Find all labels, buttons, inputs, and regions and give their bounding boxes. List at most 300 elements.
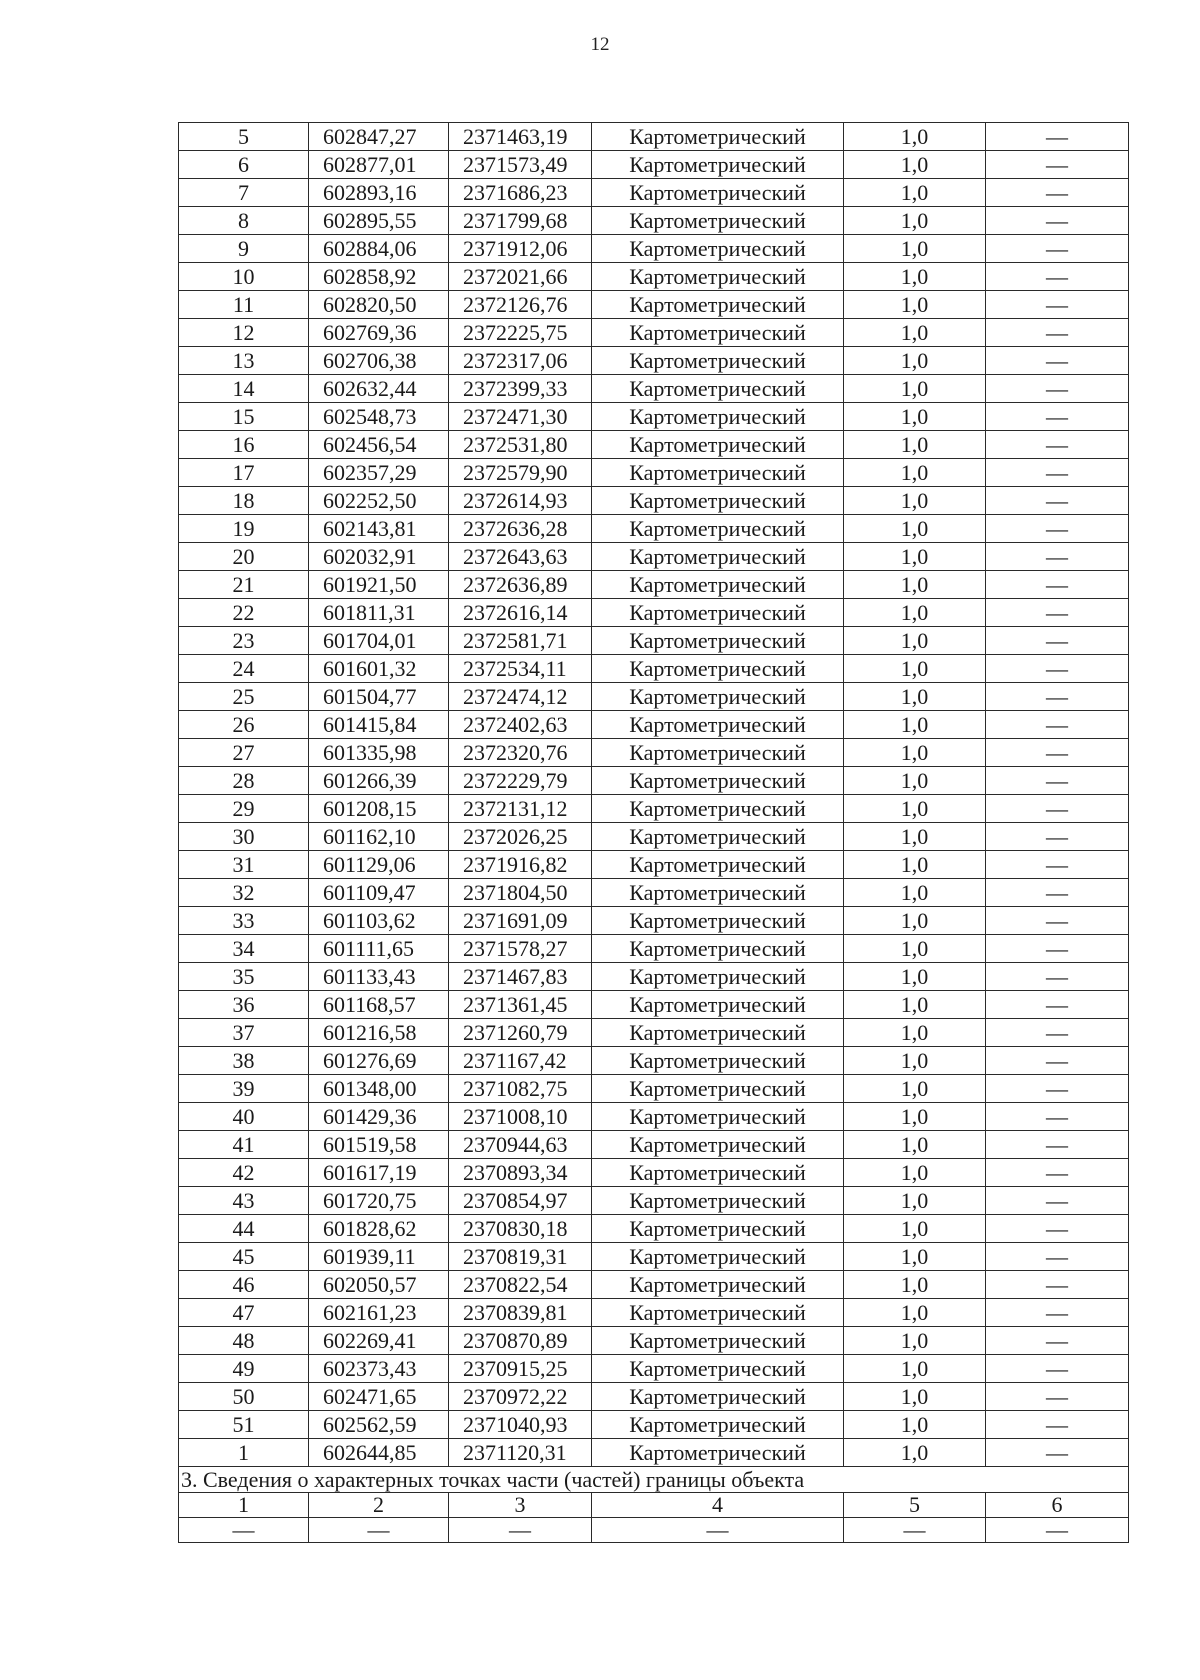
x-coordinate-cell: 602373,43 [309, 1355, 449, 1383]
point-number-cell: 31 [179, 851, 309, 879]
point-number-cell: 9 [179, 235, 309, 263]
x-coordinate-cell: 602877,01 [309, 151, 449, 179]
description-cell: — [986, 179, 1129, 207]
y-coordinate-cell: 2372126,76 [449, 291, 592, 319]
table-row [179, 179, 1129, 207]
description-cell: — [986, 515, 1129, 543]
method-cell: Картометрический [592, 179, 844, 207]
point-number-cell: 33 [179, 907, 309, 935]
method-cell: Картометрический [592, 543, 844, 571]
method-cell: Картометрический [592, 403, 844, 431]
accuracy-cell: 1,0 [844, 1383, 986, 1411]
table-row [179, 627, 1129, 655]
x-coordinate-cell: 602548,73 [309, 403, 449, 431]
y-coordinate-cell: 2371573,49 [449, 151, 592, 179]
method-cell: Картометрический [592, 1411, 844, 1439]
table-row [179, 1047, 1129, 1075]
method-cell: Картометрический [592, 1075, 844, 1103]
y-coordinate-cell: 2371467,83 [449, 963, 592, 991]
y-coordinate-cell: 2370830,18 [449, 1215, 592, 1243]
x-coordinate-cell: 601415,84 [309, 711, 449, 739]
method-cell: Картометрический [592, 963, 844, 991]
x-coordinate-cell: 601828,62 [309, 1215, 449, 1243]
section-3-empty-row [179, 1518, 1129, 1543]
accuracy-cell: 1,0 [844, 767, 986, 795]
description-cell: — [986, 319, 1129, 347]
section-3-title-row [179, 1467, 1129, 1493]
point-number-cell: 37 [179, 1019, 309, 1047]
description-cell: — [986, 235, 1129, 263]
empty-cell: — [592, 1518, 844, 1543]
method-cell: Картометрический [592, 235, 844, 263]
point-number-cell: 16 [179, 431, 309, 459]
table-row [179, 1019, 1129, 1047]
point-number-cell: 24 [179, 655, 309, 683]
method-cell: Картометрический [592, 1159, 844, 1187]
method-cell: Картометрический [592, 123, 844, 151]
table-row [179, 347, 1129, 375]
method-cell: Картометрический [592, 1439, 844, 1467]
description-cell: — [986, 627, 1129, 655]
method-cell: Картометрический [592, 319, 844, 347]
table-row [179, 935, 1129, 963]
y-coordinate-cell: 2371691,09 [449, 907, 592, 935]
table-row [179, 851, 1129, 879]
accuracy-cell: 1,0 [844, 711, 986, 739]
y-coordinate-cell: 2372317,06 [449, 347, 592, 375]
y-coordinate-cell: 2370854,97 [449, 1187, 592, 1215]
header-cell: 1 [179, 1493, 309, 1518]
table-row [179, 1327, 1129, 1355]
point-number-cell: 48 [179, 1327, 309, 1355]
description-cell: — [986, 543, 1129, 571]
description-cell: — [986, 1355, 1129, 1383]
y-coordinate-cell: 2372474,12 [449, 683, 592, 711]
accuracy-cell: 1,0 [844, 207, 986, 235]
coordinates-table-body [179, 123, 1129, 1467]
description-cell: — [986, 151, 1129, 179]
table-row [179, 1299, 1129, 1327]
table-row [179, 571, 1129, 599]
method-cell: Картометрический [592, 1355, 844, 1383]
method-cell: Картометрический [592, 1383, 844, 1411]
x-coordinate-cell: 602632,44 [309, 375, 449, 403]
point-number-cell: 10 [179, 263, 309, 291]
y-coordinate-cell: 2370944,63 [449, 1131, 592, 1159]
empty-cell: — [986, 1518, 1129, 1543]
x-coordinate-cell: 602032,91 [309, 543, 449, 571]
empty-cell: — [309, 1518, 449, 1543]
method-cell: Картометрический [592, 1019, 844, 1047]
accuracy-cell: 1,0 [844, 655, 986, 683]
table-row [179, 1131, 1129, 1159]
table-row [179, 319, 1129, 347]
description-cell: — [986, 263, 1129, 291]
description-cell: — [986, 1215, 1129, 1243]
method-cell: Картометрический [592, 1131, 844, 1159]
accuracy-cell: 1,0 [844, 1439, 986, 1467]
accuracy-cell: 1,0 [844, 347, 986, 375]
description-cell: — [986, 1187, 1129, 1215]
method-cell: Картометрический [592, 263, 844, 291]
accuracy-cell: 1,0 [844, 1327, 986, 1355]
x-coordinate-cell: 601133,43 [309, 963, 449, 991]
y-coordinate-cell: 2371799,68 [449, 207, 592, 235]
description-cell: — [986, 1103, 1129, 1131]
table-row [179, 879, 1129, 907]
table-row [179, 543, 1129, 571]
point-number-cell: 25 [179, 683, 309, 711]
method-cell: Картометрический [592, 683, 844, 711]
y-coordinate-cell: 2372021,66 [449, 263, 592, 291]
y-coordinate-cell: 2370839,81 [449, 1299, 592, 1327]
y-coordinate-cell: 2370819,31 [449, 1243, 592, 1271]
description-cell: — [986, 739, 1129, 767]
method-cell: Картометрический [592, 515, 844, 543]
table-row [179, 235, 1129, 263]
method-cell: Картометрический [592, 431, 844, 459]
description-cell: — [986, 431, 1129, 459]
table-row [179, 823, 1129, 851]
description-cell: — [986, 1019, 1129, 1047]
section-3-header-row [179, 1493, 1129, 1518]
header-cell: 3 [449, 1493, 592, 1518]
x-coordinate-cell: 601704,01 [309, 627, 449, 655]
table-row [179, 655, 1129, 683]
y-coordinate-cell: 2372402,63 [449, 711, 592, 739]
accuracy-cell: 1,0 [844, 123, 986, 151]
point-number-cell: 19 [179, 515, 309, 543]
point-number-cell: 50 [179, 1383, 309, 1411]
accuracy-cell: 1,0 [844, 1047, 986, 1075]
method-cell: Картометрический [592, 599, 844, 627]
point-number-cell: 38 [179, 1047, 309, 1075]
y-coordinate-cell: 2372643,63 [449, 543, 592, 571]
x-coordinate-cell: 602884,06 [309, 235, 449, 263]
point-number-cell: 35 [179, 963, 309, 991]
accuracy-cell: 1,0 [844, 291, 986, 319]
x-coordinate-cell: 601939,11 [309, 1243, 449, 1271]
description-cell: — [986, 991, 1129, 1019]
y-coordinate-cell: 2370822,54 [449, 1271, 592, 1299]
description-cell: — [986, 1411, 1129, 1439]
table-row [179, 1075, 1129, 1103]
accuracy-cell: 1,0 [844, 627, 986, 655]
y-coordinate-cell: 2371260,79 [449, 1019, 592, 1047]
y-coordinate-cell: 2372225,75 [449, 319, 592, 347]
description-cell: — [986, 879, 1129, 907]
description-cell: — [986, 403, 1129, 431]
description-cell: — [986, 711, 1129, 739]
method-cell: Картометрический [592, 851, 844, 879]
x-coordinate-cell: 601208,15 [309, 795, 449, 823]
x-coordinate-cell: 601617,19 [309, 1159, 449, 1187]
accuracy-cell: 1,0 [844, 1299, 986, 1327]
header-cell: 6 [986, 1493, 1129, 1518]
y-coordinate-cell: 2371082,75 [449, 1075, 592, 1103]
table-row [179, 459, 1129, 487]
header-cell: 4 [592, 1493, 844, 1518]
point-number-cell: 15 [179, 403, 309, 431]
point-number-cell: 46 [179, 1271, 309, 1299]
description-cell: — [986, 291, 1129, 319]
method-cell: Картометрический [592, 571, 844, 599]
x-coordinate-cell: 601811,31 [309, 599, 449, 627]
method-cell: Картометрический [592, 291, 844, 319]
x-coordinate-cell: 602161,23 [309, 1299, 449, 1327]
table-row [179, 1439, 1129, 1467]
x-coordinate-cell: 602893,16 [309, 179, 449, 207]
accuracy-cell: 1,0 [844, 571, 986, 599]
x-coordinate-cell: 602269,41 [309, 1327, 449, 1355]
x-coordinate-cell: 601266,39 [309, 767, 449, 795]
description-cell: — [986, 795, 1129, 823]
description-cell: — [986, 1075, 1129, 1103]
point-number-cell: 32 [179, 879, 309, 907]
accuracy-cell: 1,0 [844, 795, 986, 823]
accuracy-cell: 1,0 [844, 263, 986, 291]
x-coordinate-cell: 601216,58 [309, 1019, 449, 1047]
method-cell: Картометрический [592, 1243, 844, 1271]
accuracy-cell: 1,0 [844, 375, 986, 403]
table-row [179, 739, 1129, 767]
point-number-cell: 13 [179, 347, 309, 375]
x-coordinate-cell: 601601,32 [309, 655, 449, 683]
coordinates-table [178, 122, 1129, 1543]
accuracy-cell: 1,0 [844, 599, 986, 627]
point-number-cell: 14 [179, 375, 309, 403]
description-cell: — [986, 1327, 1129, 1355]
accuracy-cell: 1,0 [844, 1411, 986, 1439]
method-cell: Картометрический [592, 207, 844, 235]
accuracy-cell: 1,0 [844, 431, 986, 459]
accuracy-cell: 1,0 [844, 1103, 986, 1131]
y-coordinate-cell: 2370870,89 [449, 1327, 592, 1355]
method-cell: Картометрический [592, 767, 844, 795]
method-cell: Картометрический [592, 739, 844, 767]
point-number-cell: 29 [179, 795, 309, 823]
point-number-cell: 21 [179, 571, 309, 599]
y-coordinate-cell: 2371361,45 [449, 991, 592, 1019]
y-coordinate-cell: 2372581,71 [449, 627, 592, 655]
x-coordinate-cell: 602252,50 [309, 487, 449, 515]
y-coordinate-cell: 2371804,50 [449, 879, 592, 907]
x-coordinate-cell: 601103,62 [309, 907, 449, 935]
section-3 [179, 1467, 1129, 1543]
x-coordinate-cell: 601109,47 [309, 879, 449, 907]
x-coordinate-cell: 602847,27 [309, 123, 449, 151]
table-row [179, 1383, 1129, 1411]
y-coordinate-cell: 2370972,22 [449, 1383, 592, 1411]
table-row [179, 431, 1129, 459]
point-number-cell: 45 [179, 1243, 309, 1271]
accuracy-cell: 1,0 [844, 1075, 986, 1103]
accuracy-cell: 1,0 [844, 991, 986, 1019]
accuracy-cell: 1,0 [844, 907, 986, 935]
y-coordinate-cell: 2370915,25 [449, 1355, 592, 1383]
x-coordinate-cell: 602858,92 [309, 263, 449, 291]
accuracy-cell: 1,0 [844, 319, 986, 347]
method-cell: Картометрический [592, 655, 844, 683]
accuracy-cell: 1,0 [844, 235, 986, 263]
method-cell: Картометрический [592, 1103, 844, 1131]
description-cell: — [986, 907, 1129, 935]
description-cell: — [986, 1383, 1129, 1411]
description-cell: — [986, 823, 1129, 851]
accuracy-cell: 1,0 [844, 515, 986, 543]
table-row [179, 263, 1129, 291]
accuracy-cell: 1,0 [844, 487, 986, 515]
table-row [179, 123, 1129, 151]
method-cell: Картометрический [592, 151, 844, 179]
table-row [179, 795, 1129, 823]
description-cell: — [986, 375, 1129, 403]
y-coordinate-cell: 2372026,25 [449, 823, 592, 851]
y-coordinate-cell: 2372320,76 [449, 739, 592, 767]
x-coordinate-cell: 601168,57 [309, 991, 449, 1019]
method-cell: Картометрический [592, 1271, 844, 1299]
y-coordinate-cell: 2372399,33 [449, 375, 592, 403]
y-coordinate-cell: 2372579,90 [449, 459, 592, 487]
accuracy-cell: 1,0 [844, 739, 986, 767]
method-cell: Картометрический [592, 375, 844, 403]
method-cell: Картометрический [592, 907, 844, 935]
accuracy-cell: 1,0 [844, 1131, 986, 1159]
point-number-cell: 47 [179, 1299, 309, 1327]
point-number-cell: 20 [179, 543, 309, 571]
point-number-cell: 41 [179, 1131, 309, 1159]
table-row [179, 515, 1129, 543]
accuracy-cell: 1,0 [844, 151, 986, 179]
description-cell: — [986, 655, 1129, 683]
description-cell: — [986, 1439, 1129, 1467]
description-cell: — [986, 851, 1129, 879]
x-coordinate-cell: 602895,55 [309, 207, 449, 235]
x-coordinate-cell: 602471,65 [309, 1383, 449, 1411]
accuracy-cell: 1,0 [844, 403, 986, 431]
point-number-cell: 22 [179, 599, 309, 627]
x-coordinate-cell: 601519,58 [309, 1131, 449, 1159]
y-coordinate-cell: 2371120,31 [449, 1439, 592, 1467]
point-number-cell: 8 [179, 207, 309, 235]
accuracy-cell: 1,0 [844, 1215, 986, 1243]
point-number-cell: 23 [179, 627, 309, 655]
x-coordinate-cell: 602820,50 [309, 291, 449, 319]
table-row [179, 991, 1129, 1019]
x-coordinate-cell: 601335,98 [309, 739, 449, 767]
table-row [179, 291, 1129, 319]
x-coordinate-cell: 602769,36 [309, 319, 449, 347]
table-row [179, 599, 1129, 627]
y-coordinate-cell: 2372614,93 [449, 487, 592, 515]
point-number-cell: 28 [179, 767, 309, 795]
header-cell: 2 [309, 1493, 449, 1518]
accuracy-cell: 1,0 [844, 1159, 986, 1187]
empty-cell: — [844, 1518, 986, 1543]
method-cell: Картометрический [592, 1327, 844, 1355]
x-coordinate-cell: 601129,06 [309, 851, 449, 879]
x-coordinate-cell: 601504,77 [309, 683, 449, 711]
x-coordinate-cell: 602644,85 [309, 1439, 449, 1467]
y-coordinate-cell: 2371040,93 [449, 1411, 592, 1439]
method-cell: Картометрический [592, 1215, 844, 1243]
method-cell: Картометрический [592, 1187, 844, 1215]
method-cell: Картометрический [592, 1047, 844, 1075]
point-number-cell: 6 [179, 151, 309, 179]
method-cell: Картометрический [592, 711, 844, 739]
point-number-cell: 49 [179, 1355, 309, 1383]
table-row [179, 151, 1129, 179]
point-number-cell: 12 [179, 319, 309, 347]
point-number-cell: 5 [179, 123, 309, 151]
description-cell: — [986, 347, 1129, 375]
table-row [179, 711, 1129, 739]
x-coordinate-cell: 601162,10 [309, 823, 449, 851]
method-cell: Картометрический [592, 823, 844, 851]
x-coordinate-cell: 601921,50 [309, 571, 449, 599]
y-coordinate-cell: 2372636,89 [449, 571, 592, 599]
description-cell: — [986, 599, 1129, 627]
accuracy-cell: 1,0 [844, 851, 986, 879]
table-row [179, 907, 1129, 935]
point-number-cell: 27 [179, 739, 309, 767]
point-number-cell: 42 [179, 1159, 309, 1187]
x-coordinate-cell: 601720,75 [309, 1187, 449, 1215]
x-coordinate-cell: 602143,81 [309, 515, 449, 543]
method-cell: Картометрический [592, 347, 844, 375]
table-row [179, 207, 1129, 235]
y-coordinate-cell: 2372636,28 [449, 515, 592, 543]
x-coordinate-cell: 601111,65 [309, 935, 449, 963]
table-row [179, 1411, 1129, 1439]
method-cell: Картометрический [592, 627, 844, 655]
point-number-cell: 18 [179, 487, 309, 515]
x-coordinate-cell: 602357,29 [309, 459, 449, 487]
method-cell: Картометрический [592, 879, 844, 907]
description-cell: — [986, 935, 1129, 963]
accuracy-cell: 1,0 [844, 1187, 986, 1215]
method-cell: Картометрический [592, 1299, 844, 1327]
description-cell: — [986, 767, 1129, 795]
y-coordinate-cell: 2370893,34 [449, 1159, 592, 1187]
y-coordinate-cell: 2371008,10 [449, 1103, 592, 1131]
accuracy-cell: 1,0 [844, 683, 986, 711]
accuracy-cell: 1,0 [844, 963, 986, 991]
description-cell: — [986, 963, 1129, 991]
x-coordinate-cell: 601429,36 [309, 1103, 449, 1131]
point-number-cell: 51 [179, 1411, 309, 1439]
y-coordinate-cell: 2372229,79 [449, 767, 592, 795]
description-cell: — [986, 1271, 1129, 1299]
table-row [179, 1215, 1129, 1243]
x-coordinate-cell: 602456,54 [309, 431, 449, 459]
point-number-cell: 44 [179, 1215, 309, 1243]
description-cell: — [986, 683, 1129, 711]
description-cell: — [986, 123, 1129, 151]
y-coordinate-cell: 2371686,23 [449, 179, 592, 207]
y-coordinate-cell: 2372471,30 [449, 403, 592, 431]
page-number: 12 [590, 34, 610, 55]
accuracy-cell: 1,0 [844, 935, 986, 963]
point-number-cell: 43 [179, 1187, 309, 1215]
table-row [179, 487, 1129, 515]
description-cell: — [986, 1131, 1129, 1159]
empty-cell: — [179, 1518, 309, 1543]
table-row [179, 767, 1129, 795]
y-coordinate-cell: 2371916,82 [449, 851, 592, 879]
table-row [179, 1271, 1129, 1299]
accuracy-cell: 1,0 [844, 1271, 986, 1299]
